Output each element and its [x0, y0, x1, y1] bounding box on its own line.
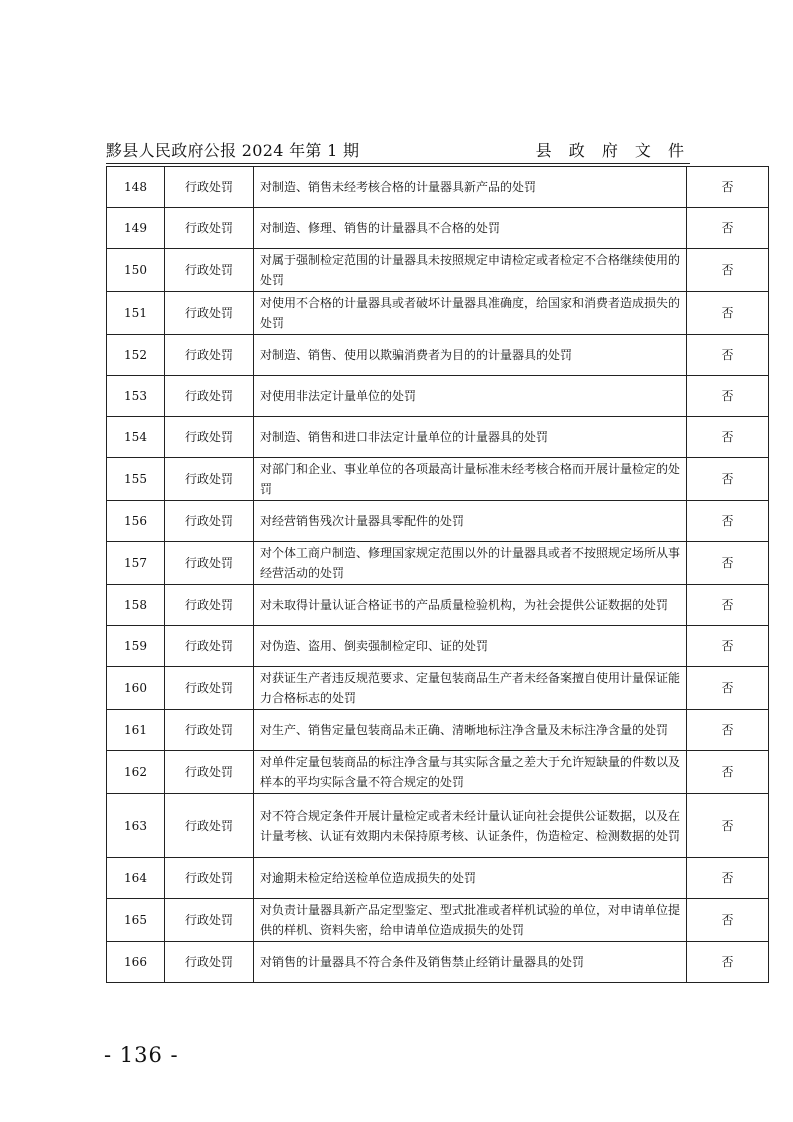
table-row: [107, 249, 769, 292]
table-row: [107, 899, 769, 942]
section-title: 县 政 府 文 件: [535, 141, 690, 160]
table-row: [107, 794, 769, 858]
flag-cell: 否: [687, 942, 769, 983]
penalty-type: 行政处罚: [165, 942, 254, 983]
row-number: 158: [107, 585, 165, 626]
penalty-type: 行政处罚: [165, 249, 254, 292]
row-number: 149: [107, 208, 165, 249]
penalty-description: 对未取得计量认证合格证书的产品质量检验机构，为社会提供公证数据的处罚: [254, 585, 687, 626]
penalty-type: 行政处罚: [165, 626, 254, 667]
penalty-type: 行政处罚: [165, 710, 254, 751]
penalty-description: 对销售的计量器具不符合条件及销售禁止经销计量器具的处罚: [254, 942, 687, 983]
row-number: 151: [107, 292, 165, 335]
penalty-type: 行政处罚: [165, 208, 254, 249]
flag-cell: 否: [687, 417, 769, 458]
row-number: 164: [107, 858, 165, 899]
flag-cell: 否: [687, 710, 769, 751]
flag-cell: 否: [687, 458, 769, 501]
penalty-description: 对使用不合格的计量器具或者破坏计量器具准确度，给国家和消费者造成损失的处罚: [254, 292, 687, 335]
table-body: [107, 167, 769, 983]
table-row: [107, 458, 769, 501]
row-number: 166: [107, 942, 165, 983]
penalty-type: 行政处罚: [165, 542, 254, 585]
penalty-description: 对使用非法定计量单位的处罚: [254, 376, 687, 417]
penalty-type: 行政处罚: [165, 335, 254, 376]
penalty-description: 对逾期未检定给送检单位造成损失的处罚: [254, 858, 687, 899]
flag-cell: 否: [687, 542, 769, 585]
table-row: [107, 858, 769, 899]
penalty-description: 对负责计量器具新产品定型鉴定、型式批准或者样机试验的单位，对申请单位提供的样机、资料失密，给申请单位造成损失的处罚: [254, 899, 687, 942]
row-number: 153: [107, 376, 165, 417]
row-number: 154: [107, 417, 165, 458]
table-row: [107, 942, 769, 983]
row-number: 165: [107, 899, 165, 942]
penalty-description: 对伪造、盗用、倒卖强制检定印、证的处罚: [254, 626, 687, 667]
flag-cell: 否: [687, 208, 769, 249]
row-number: 152: [107, 335, 165, 376]
gazette-title: 黟县人民政府公报 2024 年第 1 期: [106, 141, 360, 160]
table-row: [107, 667, 769, 710]
table-row: [107, 710, 769, 751]
flag-cell: 否: [687, 585, 769, 626]
penalty-description: 对制造、销售和进口非法定计量单位的计量器具的处罚: [254, 417, 687, 458]
page-header: [106, 141, 690, 163]
penalty-description: 对个体工商户制造、修理国家规定范围以外的计量器具或者不按照规定场所从事经营活动的处罚: [254, 542, 687, 585]
penalty-type: 行政处罚: [165, 751, 254, 794]
table-row: [107, 167, 769, 208]
penalty-description: 对部门和企业、事业单位的各项最高计量标准未经考核合格而开展计量检定的处罚: [254, 458, 687, 501]
penalty-description: 对制造、销售、使用以欺骗消费者为目的的计量器具的处罚: [254, 335, 687, 376]
penalty-type: 行政处罚: [165, 417, 254, 458]
table-row: [107, 751, 769, 794]
table-row: [107, 292, 769, 335]
header-rule: [106, 163, 690, 164]
penalty-type: 行政处罚: [165, 292, 254, 335]
row-number: 160: [107, 667, 165, 710]
penalty-type: 行政处罚: [165, 167, 254, 208]
flag-cell: 否: [687, 751, 769, 794]
table-row: [107, 585, 769, 626]
penalty-type: 行政处罚: [165, 667, 254, 710]
penalty-description: 对单件定量包装商品的标注净含量与其实际含量之差大于允许短缺量的件数以及样本的平均实际含量不符合规定的处罚: [254, 751, 687, 794]
penalty-description: 对制造、修理、销售的计量器具不合格的处罚: [254, 208, 687, 249]
penalty-type: 行政处罚: [165, 899, 254, 942]
flag-cell: 否: [687, 899, 769, 942]
page-number: - 136 -: [104, 1043, 179, 1067]
penalty-description: 对生产、销售定量包装商品未正确、清晰地标注净含量及未标注净含量的处罚: [254, 710, 687, 751]
row-number: 150: [107, 249, 165, 292]
penalty-description: 对经营销售残次计量器具零配件的处罚: [254, 501, 687, 542]
table-row: [107, 417, 769, 458]
flag-cell: 否: [687, 626, 769, 667]
flag-cell: 否: [687, 794, 769, 858]
penalty-type: 行政处罚: [165, 858, 254, 899]
penalty-type: 行政处罚: [165, 585, 254, 626]
row-number: 155: [107, 458, 165, 501]
flag-cell: 否: [687, 501, 769, 542]
row-number: 156: [107, 501, 165, 542]
row-number: 161: [107, 710, 165, 751]
penalty-type: 行政处罚: [165, 501, 254, 542]
penalty-type: 行政处罚: [165, 458, 254, 501]
table-row: [107, 542, 769, 585]
penalty-description: 对制造、销售未经考核合格的计量器具新产品的处罚: [254, 167, 687, 208]
flag-cell: 否: [687, 335, 769, 376]
penalty-type: 行政处罚: [165, 376, 254, 417]
penalty-table: [106, 166, 769, 983]
penalty-type: 行政处罚: [165, 794, 254, 858]
row-number: 157: [107, 542, 165, 585]
table-row: [107, 335, 769, 376]
table-row: [107, 376, 769, 417]
flag-cell: 否: [687, 249, 769, 292]
table-row: [107, 501, 769, 542]
flag-cell: 否: [687, 858, 769, 899]
row-number: 163: [107, 794, 165, 858]
row-number: 159: [107, 626, 165, 667]
row-number: 162: [107, 751, 165, 794]
flag-cell: 否: [687, 167, 769, 208]
flag-cell: 否: [687, 667, 769, 710]
penalty-description: 对不符合规定条件开展计量检定或者未经计量认证向社会提供公证数据，以及在计量考核、认证有效期内未保持原考核、认证条件，伪造检定、检测数据的处罚: [254, 794, 687, 858]
table-row: [107, 208, 769, 249]
flag-cell: 否: [687, 376, 769, 417]
table-row: [107, 626, 769, 667]
penalty-description: 对获证生产者违反规范要求、定量包装商品生产者未经备案擅自使用计量保证能力合格标志的处罚: [254, 667, 687, 710]
flag-cell: 否: [687, 292, 769, 335]
row-number: 148: [107, 167, 165, 208]
penalty-description: 对属于强制检定范围的计量器具未按照规定申请检定或者检定不合格继续使用的处罚: [254, 249, 687, 292]
